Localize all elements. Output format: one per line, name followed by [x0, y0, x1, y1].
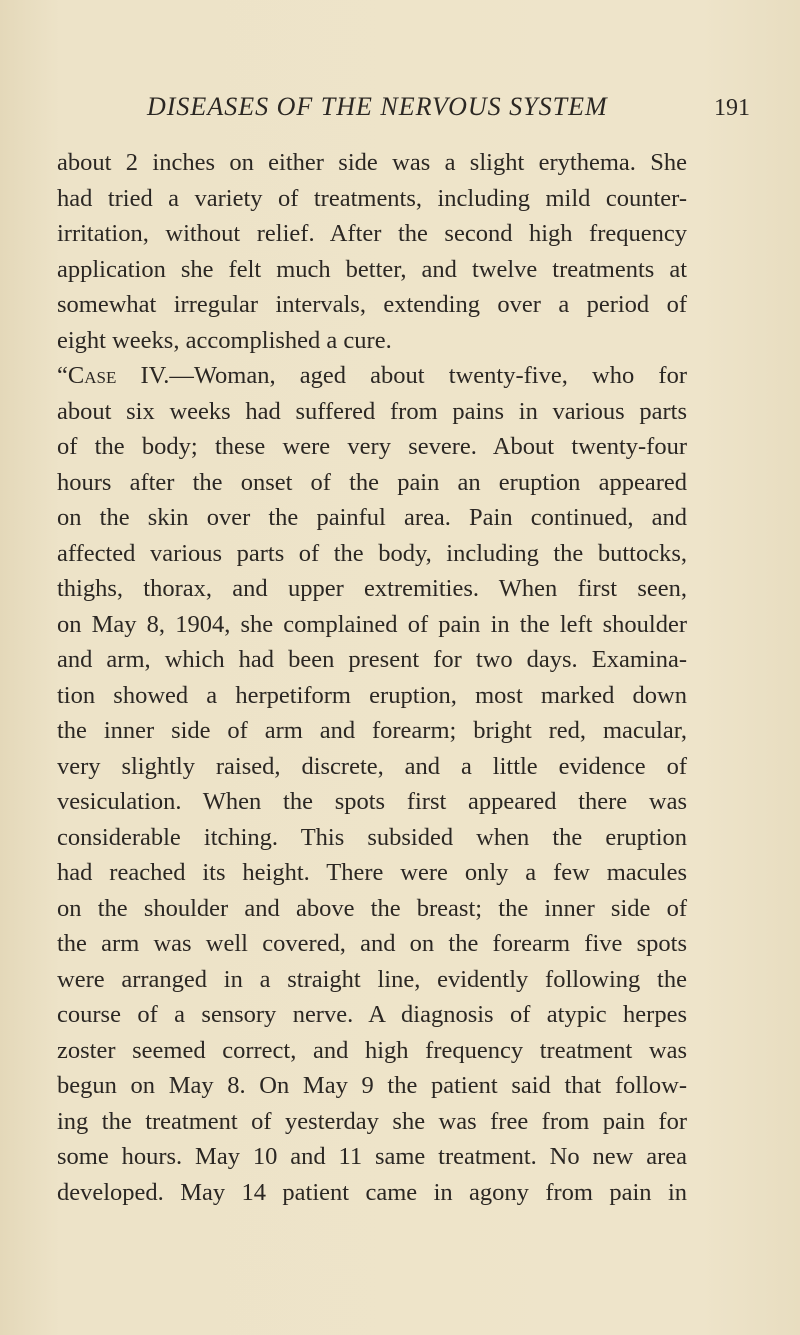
case-heading-line — [57, 358, 687, 394]
text-line: about 2 inches on either side was a slight erythema. She — [57, 149, 687, 176]
running-head: DISEASES OF THE NERVOUS SYSTEM — [147, 92, 608, 121]
text-line: application she felt much better, and twelve treatments at — [57, 255, 687, 283]
text-line: on the skin over the painful area. Pain continued, and — [57, 504, 687, 531]
text-line: hours after the onset of the pain an eruption appeared — [57, 468, 687, 496]
text-line: course of a sensory nerve. A diagnosis of atypic herpes — [57, 1001, 687, 1028]
text-line: eight weeks, accomplished a cure. — [57, 326, 392, 354]
text-line: irritation, without relief. After the second high frequency — [57, 220, 687, 247]
text-line: very slightly raised, discrete, and a little evidence of — [57, 752, 687, 780]
text-line: had reached its height. There were only a few macules — [57, 859, 687, 886]
text-line: considerable itching. This subsided when the eruption — [57, 823, 687, 851]
text-line: some hours. May 10 and 11 same treatment. No new area — [57, 1143, 687, 1170]
text-line: the arm was well covered, and on the forearm five spots — [57, 930, 687, 957]
text-line: somewhat irregular intervals, extending over a period of — [57, 291, 687, 318]
text-line: ing the treatment of yesterday she was free from pain for — [57, 1107, 687, 1135]
text-line: were arranged in a straight line, evidently following the — [57, 965, 687, 993]
text-line: developed. May 14 patient came in agony from pain in — [57, 1178, 687, 1206]
text-line: the inner side of arm and forearm; bright red, macular, — [57, 717, 687, 744]
text-line: on the shoulder and above the breast; the inner side of — [57, 894, 687, 922]
page-header — [0, 92, 800, 132]
page-number: 191 — [714, 95, 750, 121]
text-line: zoster seemed correct, and high frequency treatment was — [57, 1036, 687, 1064]
open-quote: “ — [57, 362, 68, 389]
text-line: thighs, thorax, and upper extremities. When first seen, — [57, 575, 687, 602]
text-line: about six weeks had suffered from pains in various parts — [57, 397, 687, 425]
text-line: of the body; these were very severe. About twenty-four — [57, 433, 687, 460]
text-line: and arm, which had been present for two days. Examina- — [57, 646, 687, 673]
case-heading-text: IV.—Woman, aged about twenty-five, who for — [116, 362, 687, 389]
text-line: had tried a variety of treatments, including mild counter- — [57, 184, 687, 212]
case-label: Case — [67, 362, 117, 389]
text-line: on May 8, 1904, she complained of pain in the left shoulder — [57, 610, 687, 638]
body-text — [57, 145, 687, 1210]
text-line: tion showed a herpetiform eruption, most marked down — [57, 681, 687, 709]
text-line: affected various parts of the body, including the buttocks, — [57, 539, 687, 567]
text-line: begun on May 8. On May 9 the patient said that follow- — [57, 1072, 687, 1099]
text-line: vesiculation. When the spots first appeared there was — [57, 788, 687, 815]
